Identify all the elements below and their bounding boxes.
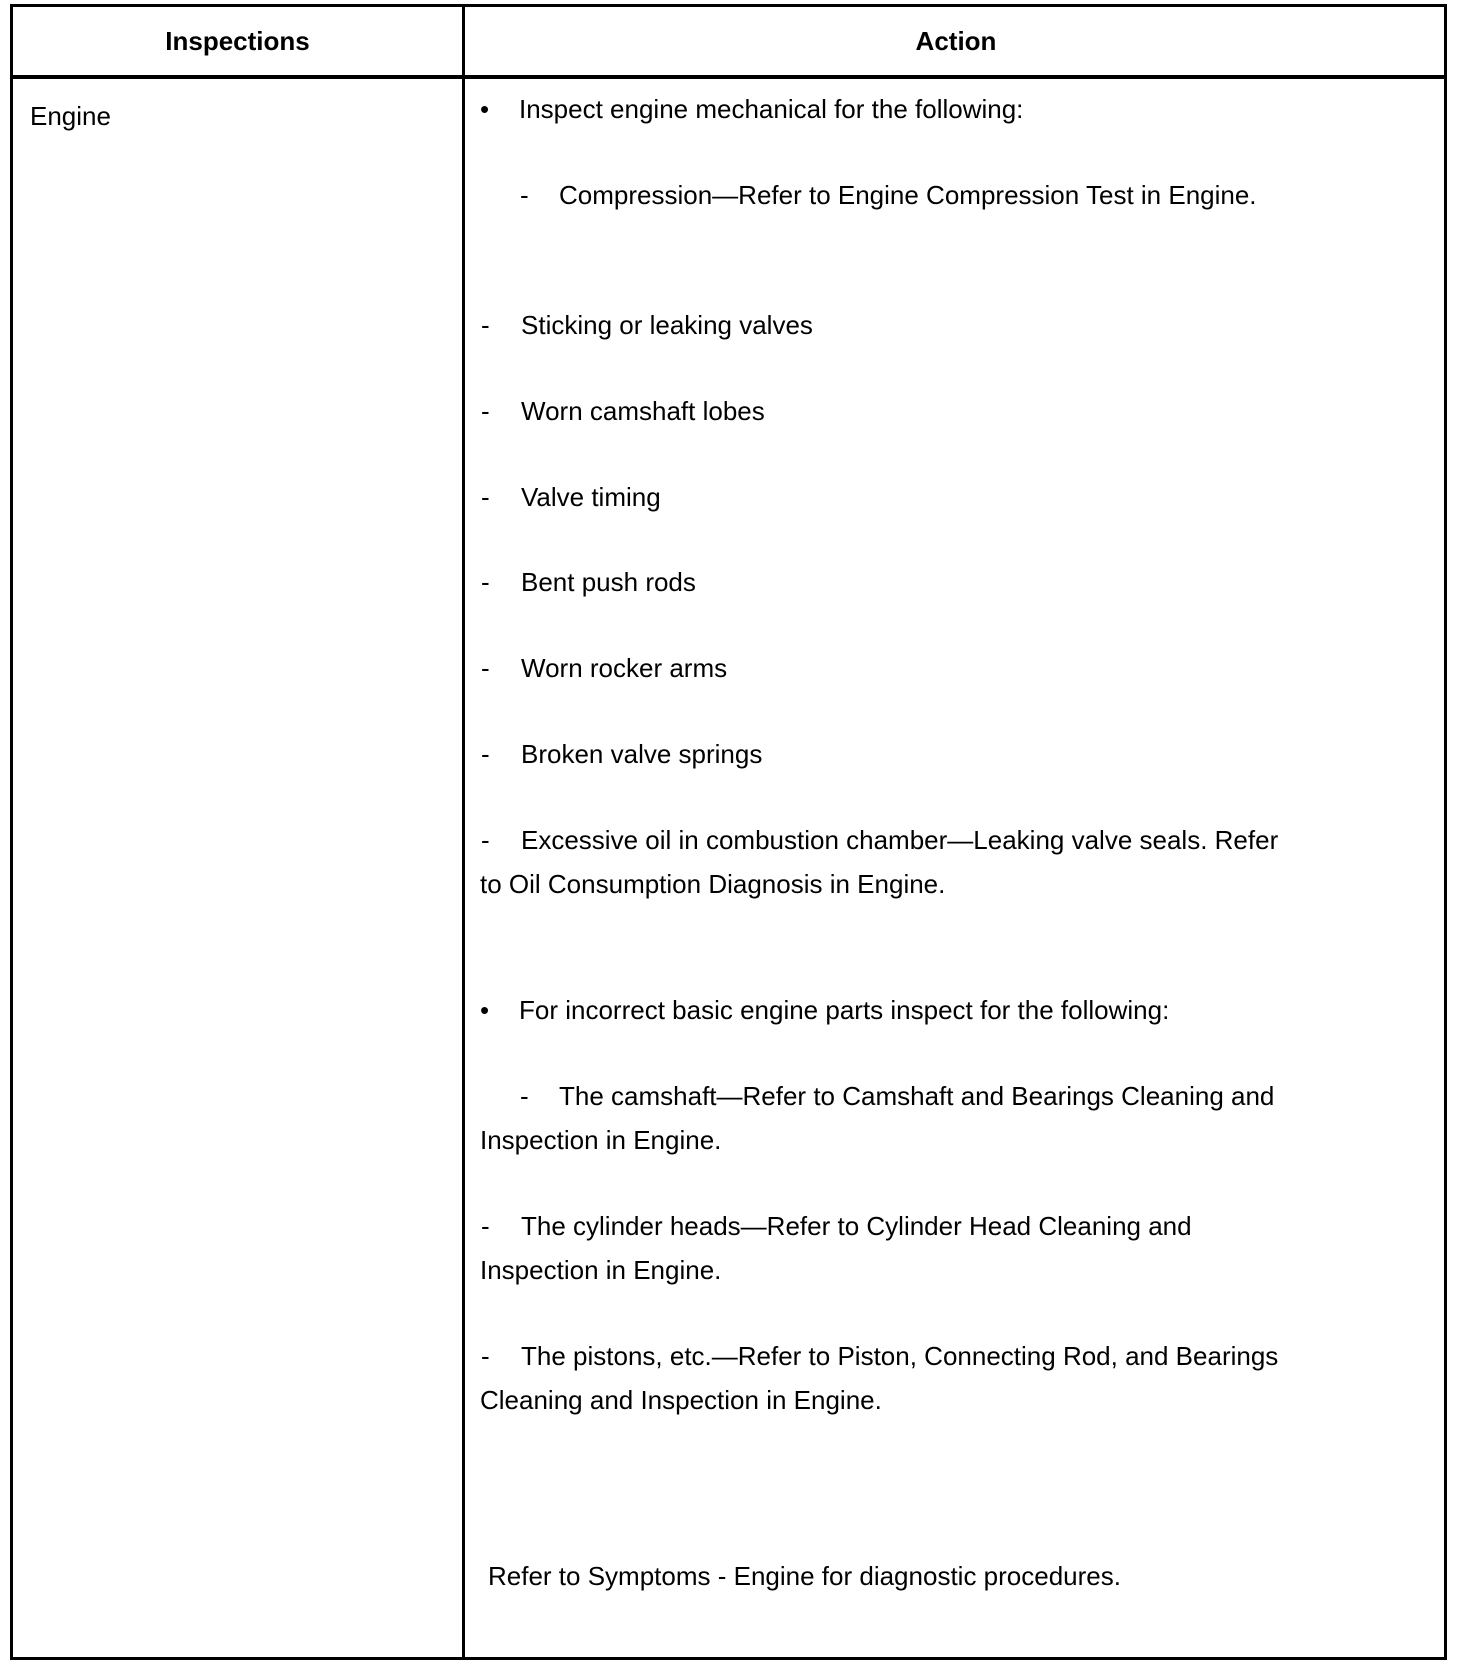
dash-marker: - [481, 1341, 490, 1371]
dash-marker: - [520, 1081, 529, 1111]
column-divider [462, 7, 465, 1657]
item-excessive-oil-line1: Excessive oil in combustion chamber—Leaking valve seals. Refer [521, 825, 1279, 855]
item-cylinder-heads-line2: Inspection in Engine. [480, 1255, 722, 1285]
header-action: Action [915, 25, 997, 56]
item-pistons-line1: The pistons, etc.—Refer to Piston, Connecting Rod, and Bearings [521, 1341, 1279, 1371]
inspection-engine: Engine [30, 101, 111, 131]
bullet-incorrect-parts-text: For incorrect basic engine parts inspect for the following: [519, 995, 1170, 1025]
item-camshaft-line1: The camshaft—Refer to Camshaft and Bearings Cleaning and [559, 1081, 1275, 1111]
header-divider [13, 75, 1444, 79]
inspection-table [10, 4, 1447, 1660]
dash-marker: - [481, 1211, 490, 1241]
item-compression: Compression—Refer to Engine Compression Test in Engine. [559, 180, 1257, 210]
item-broken-valve-springs: Broken valve springs [521, 739, 763, 769]
header-inspections: Inspections [165, 25, 310, 56]
bullet-marker: • [480, 995, 490, 1025]
dash-marker: - [481, 396, 490, 426]
item-worn-rocker-arms: Worn rocker arms [521, 653, 728, 683]
symptoms-reference: Refer to Symptoms - Engine for diagnostic procedures. [488, 1561, 1121, 1591]
item-excessive-oil-line2: to Oil Consumption Diagnosis in Engine. [480, 869, 946, 899]
item-cylinder-heads-line1: The cylinder heads—Refer to Cylinder Head Cleaning and [521, 1211, 1192, 1241]
item-camshaft-line2: Inspection in Engine. [480, 1125, 722, 1155]
bullet-inspect-engine-mechanical [480, 87, 489, 131]
item-bent-push-rods: Bent push rods [521, 567, 696, 597]
item-pistons-line2: Cleaning and Inspection in Engine. [480, 1385, 882, 1415]
bullet-inspect-engine-mechanical-text: Inspect engine mechanical for the following: [519, 94, 1024, 124]
item-sticking-valves: Sticking or leaking valves [521, 310, 813, 340]
dash-marker: - [520, 180, 529, 210]
dash-marker: - [481, 482, 490, 512]
item-worn-camshaft-lobes: Worn camshaft lobes [521, 396, 765, 426]
dash-marker: - [481, 653, 490, 683]
item-valve-timing: Valve timing [521, 482, 661, 512]
bullet-marker: • [480, 94, 490, 124]
dash-marker: - [481, 310, 490, 340]
dash-marker: - [481, 567, 490, 597]
dash-marker: - [481, 739, 490, 769]
dash-marker: - [481, 825, 490, 855]
